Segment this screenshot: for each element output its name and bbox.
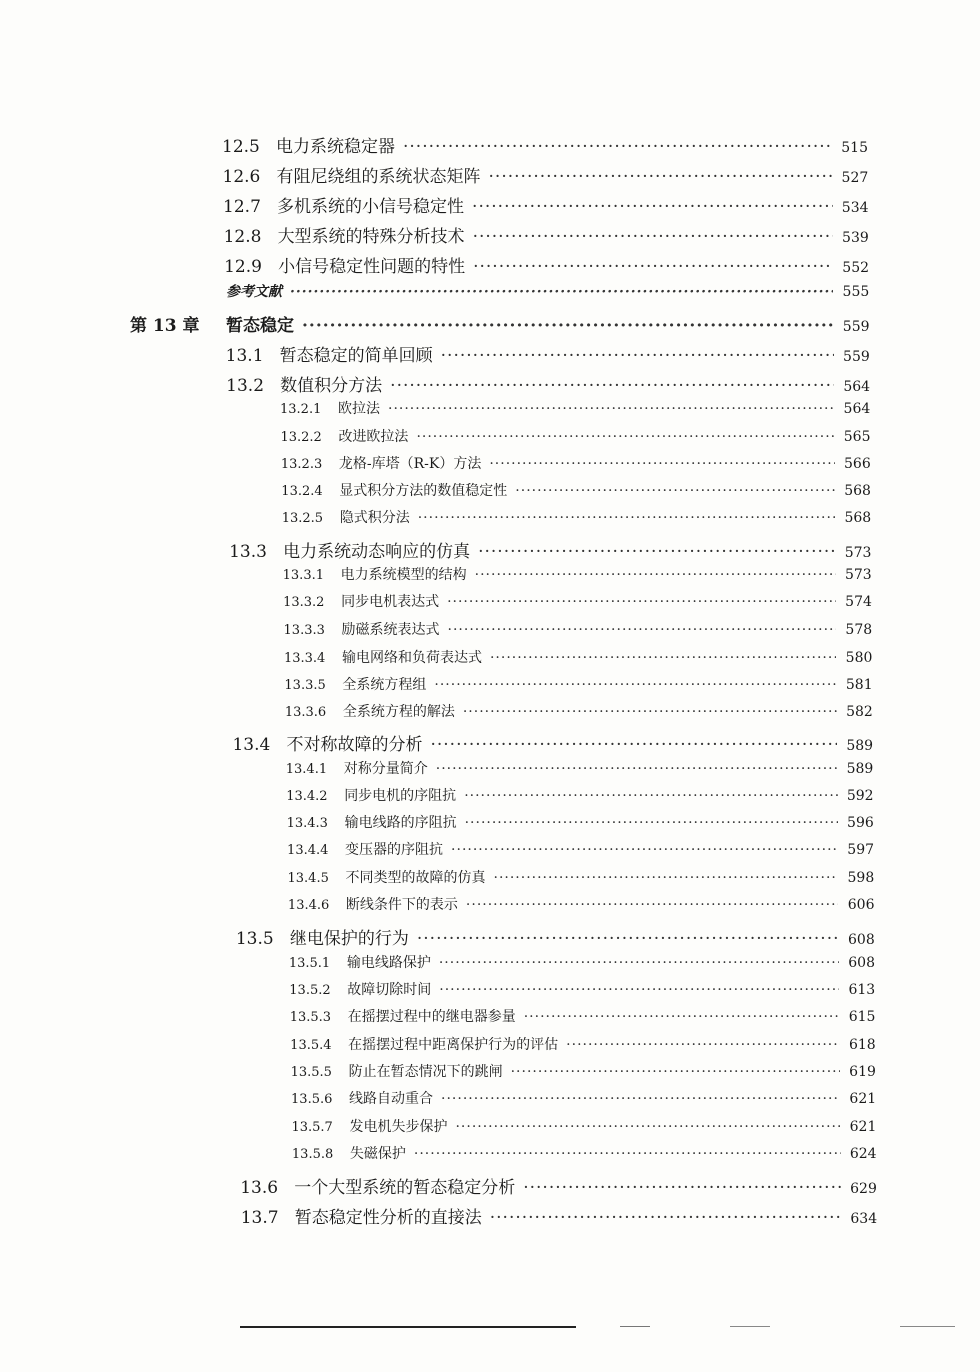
toc-entry-page: 608: [848, 955, 875, 971]
toc-dot-leader: [515, 483, 835, 499]
toc-subsection: [292, 1143, 877, 1163]
toc-entry-page: 598: [847, 870, 875, 886]
toc-entry-number: 13.2.2: [280, 430, 322, 445]
toc-dot-leader: [448, 622, 837, 638]
toc-subsection: [288, 894, 875, 914]
toc-entry-page: 564: [843, 379, 871, 395]
toc-subsection: [286, 758, 874, 778]
toc-section: [223, 192, 868, 217]
toc-references: [226, 281, 869, 301]
toc-subsection: [288, 867, 875, 887]
toc-entry-number: 12.6: [222, 167, 261, 187]
toc-entry-number: 13.2.5: [281, 511, 324, 526]
toc-entry-number: 13.3: [229, 542, 267, 562]
toc-dot-leader: [439, 955, 839, 971]
toc-entry-title: 有阻尼绕组的系统状态矩阵: [276, 167, 481, 187]
toc-subsection: [283, 591, 872, 611]
toc-entry-title: 故障切除时间: [347, 982, 432, 998]
toc-entry-number: 13.3.3: [283, 623, 325, 638]
toc-entry-page: 564: [843, 401, 871, 417]
toc-subsection: [291, 1061, 876, 1081]
toc-dot-leader: [447, 594, 836, 610]
toc-entry-number: 13.4.6: [287, 898, 330, 913]
toc-dot-leader: [566, 1037, 840, 1053]
toc-entry-page: 515: [841, 140, 868, 156]
toc-entry-number: 13.5.1: [288, 956, 331, 971]
toc-section: [223, 162, 869, 187]
toc-dot-leader: [430, 735, 837, 755]
toc-section: [240, 1173, 877, 1198]
toc-entry-title: 电力系统稳定器: [276, 137, 395, 157]
toc-entry-title: 变压器的序阻抗: [345, 842, 444, 858]
toc-entry-page: 629: [850, 1181, 877, 1197]
toc-entry-page: 568: [844, 483, 871, 499]
toc-subsection: [284, 674, 872, 694]
toc-entry-page: 566: [844, 456, 871, 472]
toc-dot-leader: [290, 284, 833, 300]
toc-entry-number: 13.4.5: [287, 871, 329, 886]
toc-chapter: [130, 311, 870, 336]
toc-entry-number: 13.2.4: [281, 484, 323, 499]
toc-entry-page: 582: [846, 704, 873, 720]
toc-entry-page: 589: [846, 738, 874, 754]
toc-entry-number: 13.4: [232, 735, 271, 755]
toc-section: [224, 252, 869, 277]
toc-entry-title: 输电线路的序阻抗: [344, 815, 457, 831]
toc-entry-number: 13.5.8: [291, 1147, 334, 1162]
toc-entry-title: 暂态稳定: [226, 316, 294, 336]
toc-dot-leader: [388, 401, 834, 417]
toc-entry-number: 13.4.1: [285, 762, 328, 777]
toc-section: [241, 1203, 877, 1228]
toc-subsection: [289, 979, 875, 999]
toc-dot-leader: [302, 316, 834, 336]
toc-entry-number: 12.5: [222, 137, 260, 157]
toc-entry-title: 失磁保护: [349, 1146, 406, 1162]
toc-entry-number: 13.4.4: [287, 843, 329, 858]
toc-entry-title: 断线条件下的表示: [345, 897, 458, 913]
toc-entry-title: 电力系统模型的结构: [340, 567, 467, 583]
toc-entry-title: 欧拉法: [338, 401, 380, 417]
toc-entry-number: 13.4.2: [286, 789, 328, 804]
toc-subsection: [282, 507, 871, 527]
toc-entry-page: 581: [845, 677, 873, 693]
toc-dot-leader: [473, 227, 833, 247]
toc-entry-number: 13.3.2: [283, 595, 325, 610]
toc-entry-number: 13.3.1: [282, 568, 324, 583]
toc-dot-leader: [473, 257, 833, 277]
toc-subsection: [287, 812, 874, 832]
toc-entry-title: 隐式积分法: [339, 510, 410, 526]
toc-dot-leader: [463, 704, 837, 720]
toc-entry-page: 573: [844, 545, 872, 561]
toc-entry-page: 539: [842, 230, 869, 246]
toc-subsection: [284, 619, 873, 639]
toc-entry-title: 暂态稳定的简单回顾: [279, 346, 433, 366]
toc-entry-title: 数值积分方法: [280, 376, 383, 396]
toc-dot-leader: [490, 1208, 841, 1228]
toc-subsection: [281, 480, 871, 500]
toc-dot-leader: [455, 1119, 840, 1135]
toc-entry-page: 621: [849, 1091, 877, 1107]
toc-entry-page: 634: [850, 1211, 878, 1227]
toc-entry-page: 580: [845, 650, 873, 666]
toc-entry-number: 13.2: [226, 376, 265, 396]
toc-dot-leader: [436, 761, 838, 777]
toc-subsection: [280, 426, 870, 446]
toc-entry-title: 一个大型系统的暂态稳定分析: [294, 1178, 516, 1198]
toc-entry-title: 参考文献: [226, 284, 282, 300]
toc-entry-number: 13.5.5: [290, 1065, 332, 1080]
toc-entry-number: 12.9: [224, 257, 262, 277]
toc-entry-number: 13.6: [240, 1178, 279, 1198]
toc-dot-leader: [418, 510, 835, 526]
toc-entry-title: 暂态稳定性分析的直接法: [294, 1208, 482, 1228]
toc-entry-number: 12.7: [223, 197, 261, 217]
toc-entry-page: 559: [843, 349, 870, 365]
toc-subsection: [289, 952, 875, 972]
toc-entry-title: 改进欧拉法: [338, 429, 409, 445]
toc-section: [232, 730, 873, 755]
toc-dot-leader: [523, 1178, 841, 1198]
toc-entry-number: 13.3.5: [284, 678, 326, 693]
toc-entry-title: 小信号稳定性问题的特性: [278, 257, 466, 277]
toc-entry-page: 552: [842, 260, 870, 276]
footer-rule-fragment: [900, 1326, 955, 1327]
toc-entry-title: 同步电机的序阻抗: [344, 788, 457, 804]
toc-entry-page: 621: [849, 1119, 877, 1135]
toc-dot-leader: [434, 677, 836, 693]
toc-entry-title: 全系统方程组: [342, 677, 427, 693]
toc-entry-page: 618: [848, 1037, 876, 1053]
toc-entry-number: 13.3.6: [284, 705, 327, 720]
toc-dot-leader: [494, 870, 839, 886]
toc-dot-leader: [416, 429, 834, 445]
toc-entry-page: 534: [841, 200, 869, 216]
toc-subsection: [280, 398, 870, 418]
toc-subsection: [291, 1116, 876, 1136]
footer-rule-fragment: [730, 1326, 770, 1327]
toc-dot-leader: [439, 982, 839, 998]
toc-entry-page: 555: [842, 284, 870, 300]
toc-entry-number: 13.5.4: [290, 1038, 332, 1053]
toc-entry-page: 592: [846, 788, 874, 804]
toc-entry-page: 589: [846, 761, 874, 777]
toc-entry-number: 13.5.3: [289, 1010, 332, 1025]
toc-entry-page: 527: [841, 170, 869, 186]
toc-dot-leader: [466, 897, 839, 913]
toc-entry-title: 不对称故障的分析: [286, 735, 423, 755]
toc-entry-title: 电力系统动态响应的仿真: [283, 542, 471, 562]
toc-dot-leader: [414, 1146, 841, 1162]
toc-subsection: [286, 785, 873, 805]
toc-dot-leader: [490, 650, 836, 666]
toc-subsection: [290, 1006, 876, 1026]
toc-section: [226, 371, 870, 396]
toc-entry-number: 13.5.2: [289, 983, 331, 998]
toc-subsection: [290, 1034, 876, 1054]
toc-subsection: [283, 564, 872, 584]
toc-section: [236, 924, 875, 949]
toc-subsection: [284, 647, 872, 667]
toc-entry-page: 574: [845, 594, 872, 610]
toc-dot-leader: [511, 1064, 840, 1080]
toc-entry-page: 573: [844, 567, 872, 583]
toc-entry-title: 大型系统的特殊分析技术: [277, 227, 465, 247]
toc-entry-title: 同步电机表达式: [341, 594, 440, 610]
toc-entry-page: 596: [847, 815, 874, 831]
toc-entry-number: 13.2.1: [280, 402, 322, 417]
toc-entry-title: 继电保护的行为: [289, 929, 409, 949]
toc-section: [229, 537, 871, 562]
toc-entry-page: 624: [849, 1146, 877, 1162]
toc-dot-leader: [524, 1009, 840, 1025]
toc-entry-title: 龙格-库塔（R-K）方法: [338, 456, 482, 472]
toc-section: [224, 222, 869, 247]
toc-dot-leader: [403, 137, 832, 157]
toc-entry-number: 13.3.4: [283, 651, 326, 666]
toc-entry-number: 13.4.3: [286, 816, 328, 831]
toc-entry-page: 608: [848, 932, 875, 948]
toc-section: [222, 132, 868, 157]
toc-entry-title: 励磁系统表达式: [341, 622, 440, 638]
toc-entry-title: 防止在暂态情况下的跳闸: [348, 1064, 503, 1080]
toc-entry-page: 606: [847, 897, 875, 913]
toc-entry-title: 不同类型的故障的仿真: [345, 870, 486, 886]
toc-dot-leader: [465, 815, 838, 831]
toc-subsection: [281, 453, 871, 473]
toc-dot-leader: [478, 542, 835, 562]
toc-entry-page: 559: [842, 319, 870, 335]
toc-dot-leader: [489, 167, 833, 187]
toc-dot-leader: [417, 929, 839, 949]
footer-rule: [240, 1326, 576, 1328]
toc-entry-number: 12.8: [223, 227, 262, 247]
toc-entry-title: 全系统方程的解法: [342, 704, 455, 720]
toc-subsection: [287, 839, 874, 859]
toc-subsection: [291, 1088, 876, 1108]
toc-entry-number: 13.5.7: [291, 1120, 333, 1135]
toc-entry-page: 565: [843, 429, 871, 445]
toc-section: [226, 341, 870, 366]
toc-entry-page: 578: [845, 622, 873, 638]
toc-dot-leader: [472, 197, 832, 217]
toc-dot-leader: [489, 456, 834, 472]
toc-entry-title: 对称分量简介: [343, 761, 428, 777]
toc-entry-number: 13.7: [240, 1208, 279, 1228]
toc-entry-page: 597: [847, 842, 875, 858]
toc-dot-leader: [451, 842, 838, 858]
toc-entry-page: 613: [848, 982, 876, 998]
toc-entry-number: 第 13 章: [130, 316, 200, 336]
toc-entry-number: 13.5: [235, 929, 274, 949]
toc-entry-title: 在摇摆过程中的继电器参量: [347, 1009, 516, 1025]
toc-entry-title: 发电机失步保护: [349, 1119, 448, 1135]
toc-dot-leader: [441, 1091, 840, 1107]
toc-entry-number: 13.1: [225, 346, 264, 366]
toc-entry-title: 输电网络和负荷表达式: [341, 650, 482, 666]
toc-entry-title: 显式积分方法的数值稳定性: [339, 483, 508, 499]
toc-entry-page: 568: [844, 510, 872, 526]
toc-entry-title: 输电线路保护: [346, 955, 431, 971]
toc-subsection: [285, 701, 873, 721]
toc-entry-page: 619: [849, 1064, 876, 1080]
footer-rule-fragment: [620, 1326, 650, 1327]
toc-entry-page: 615: [848, 1009, 876, 1025]
toc-entry-title: 线路自动重合: [349, 1091, 434, 1107]
toc-entry-number: 13.5.6: [291, 1092, 333, 1107]
toc-entry-number: 13.2.3: [280, 457, 323, 472]
toc-entry-title: 多机系统的小信号稳定性: [277, 197, 465, 217]
toc-dot-leader: [464, 788, 837, 804]
toc-entry-title: 在摇摆过程中距离保护行为的评估: [348, 1037, 559, 1053]
toc-dot-leader: [441, 346, 834, 366]
toc-dot-leader: [390, 376, 834, 396]
toc-dot-leader: [475, 567, 836, 583]
